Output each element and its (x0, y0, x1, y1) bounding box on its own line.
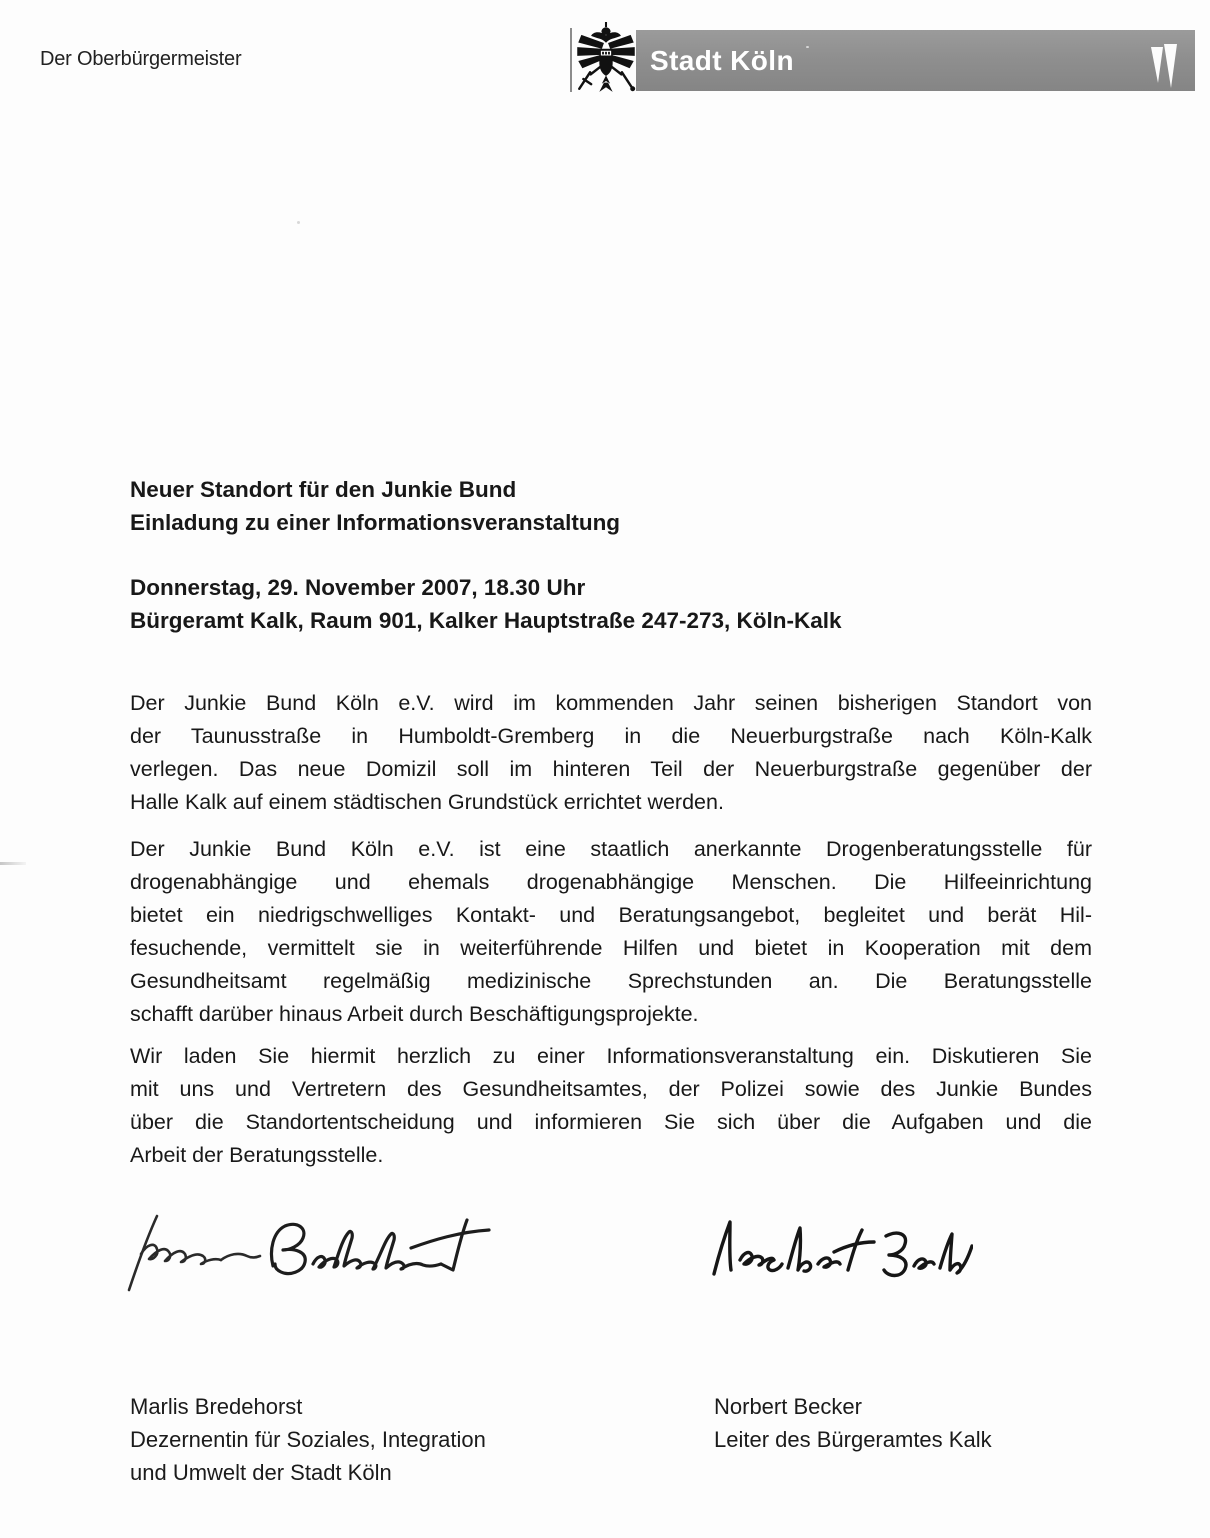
coat-of-arms-icon (575, 22, 637, 103)
body-paragraph (130, 687, 1092, 819)
subject-line: Einladung zu einer Informationsveranstaltung (130, 510, 621, 535)
paragraph-line: schafft darüber hinaus Arbeit durch Beschäftigungsprojekte. (130, 1002, 699, 1026)
paragraph-line: Gesundheitsamt regelmäßig medizinische Sprechstunden an. Die Beratungsstelle (130, 969, 1092, 993)
brand-banner (636, 30, 1195, 91)
signatory-role-line: und Umwelt der Stadt Köln (130, 1460, 392, 1485)
paragraph-line: mit uns und Vertretern des Gesundheitsamtes, der Polizei sowie des Junkie Bundes (130, 1077, 1092, 1101)
paragraph-line: Wir laden Sie hiermit herzlich zu einer Informationsveranstaltung ein. Diskutieren Sie (130, 1044, 1092, 1068)
paragraph-line: fesuchende, vermittelt sie in weiterführende Hilfen und bietet in Kooperation mit dem (130, 936, 1092, 960)
header-divider (570, 28, 572, 92)
paragraph-line: verlegen. Das neue Domizil soll im hinteren Teil der Neuerburgstraße gegenüber der (130, 757, 1092, 781)
paragraph-line: der Taunusstraße in Humboldt-Gremberg in die Neuerburgstraße nach Köln-Kalk (130, 724, 1092, 748)
signature-marlis-bredehorst (123, 1202, 503, 1307)
subject-line: Neuer Standort für den Junkie Bund (130, 477, 517, 502)
paragraph-line: Halle Kalk auf einem städtischen Grundstück errichtet werden. (130, 790, 724, 814)
paragraph-line: Der Junkie Bund Köln e.V. ist eine staatlich anerkannte Drogenberatungsstelle für (130, 837, 1092, 861)
signatory-name: Marlis Bredehorst (130, 1394, 303, 1419)
paragraph-line: über die Standortentscheidung und informieren Sie sich über die Aufgaben und die (130, 1110, 1092, 1134)
paragraph-line: drogenabhängige und ehemals drogenabhängige Menschen. Die Hilfeeinrichtung (130, 870, 1092, 894)
body-paragraph (130, 1040, 1092, 1172)
event-line: Bürgeramt Kalk, Raum 901, Kalker Hauptstraße 247-273, Köln-Kalk (130, 608, 842, 633)
fold-mark (0, 862, 26, 865)
brand-name: Stadt Köln (650, 44, 794, 76)
signatory-left (130, 1390, 486, 1489)
event-block (130, 571, 1092, 637)
sender-label: Der Oberbürgermeister (40, 48, 242, 70)
subject-block (130, 473, 1092, 539)
signature-norbert-becker (708, 1212, 973, 1297)
scan-speck (806, 46, 809, 48)
event-line: Donnerstag, 29. November 2007, 18.30 Uhr (130, 575, 586, 600)
signatory-name: Norbert Becker (714, 1394, 862, 1419)
paragraph-line: Der Junkie Bund Köln e.V. wird im kommenden Jahr seinen bisherigen Standort von (130, 691, 1092, 715)
paragraph-line: Arbeit der Beratungsstelle. (130, 1143, 384, 1167)
scan-speck (297, 221, 300, 224)
paragraph-line: bietet ein niedrigschwelliges Kontakt- und Beratungsangebot, begleitet und berät Hil- (130, 903, 1092, 927)
cathedral-spires-icon (1141, 30, 1195, 91)
body-paragraph (130, 833, 1092, 1031)
signatory-right (714, 1390, 992, 1456)
signatory-role-line: Dezernentin für Soziales, Integration (130, 1427, 486, 1452)
signatory-role-line: Leiter des Bürgeramtes Kalk (714, 1427, 992, 1452)
